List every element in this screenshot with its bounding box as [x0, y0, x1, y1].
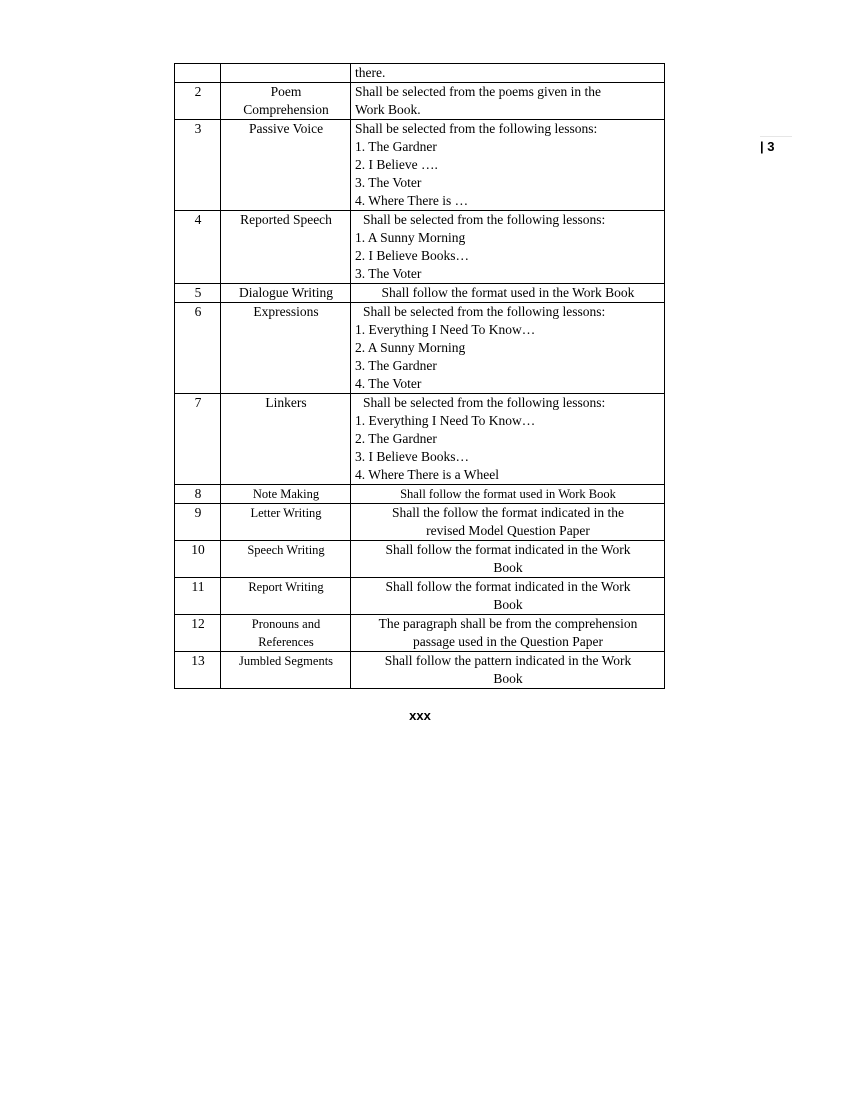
description-line: Shall be selected from the following lessons:: [363, 395, 606, 410]
table-row: [175, 394, 665, 485]
row-description: [351, 83, 665, 120]
row-description: [351, 120, 665, 211]
row-number: [175, 64, 221, 83]
description-line: Shall be selected from the following lessons:: [363, 304, 606, 319]
description-line: Shall be selected from the following lessons:: [363, 212, 606, 227]
table-row: [175, 652, 665, 689]
description-line: Shall follow the format used in the Work Book: [381, 285, 635, 300]
description-line: 1. Everything I Need To Know…: [355, 413, 536, 428]
row-topic: Expressions: [221, 303, 351, 394]
description-line: 3. The Voter: [355, 266, 422, 281]
description-line: 4. Where There is a Wheel: [355, 467, 499, 482]
topic-line: Pronouns and: [251, 617, 321, 631]
topic-line: References: [258, 635, 314, 649]
description-line: Shall follow the format indicated in the Work: [385, 579, 631, 594]
description-line: Book: [493, 671, 523, 686]
row-description: [351, 615, 665, 652]
row-description: [351, 485, 665, 504]
description-line: 3. The Voter: [355, 175, 422, 190]
row-topic: Report Writing: [221, 578, 351, 615]
row-topic: Note Making: [221, 485, 351, 504]
row-topic: Passive Voice: [221, 120, 351, 211]
row-number: 7: [175, 394, 221, 485]
description-line: there.: [355, 65, 386, 80]
row-number: 13: [175, 652, 221, 689]
page-number: | 3: [760, 136, 792, 154]
table-row: [175, 284, 665, 303]
table-row: [175, 485, 665, 504]
description-line: 2. I Believe Books…: [355, 248, 469, 263]
row-topic: Dialogue Writing: [221, 284, 351, 303]
row-number: 3: [175, 120, 221, 211]
description-line: Shall the follow the format indicated in the: [391, 505, 625, 520]
table-row: [175, 615, 665, 652]
row-description: [351, 578, 665, 615]
row-topic: Jumbled Segments: [221, 652, 351, 689]
description-line: The paragraph shall be from the comprehension: [378, 616, 638, 631]
description-line: 2. I Believe ….: [355, 157, 438, 172]
syllabus-table: [174, 63, 665, 689]
table-row: [175, 504, 665, 541]
end-mark: xxx: [409, 708, 431, 723]
row-topic: Letter Writing: [221, 504, 351, 541]
description-line: Shall be selected from the poems given in the: [355, 84, 601, 99]
description-line: Shall be selected from the following lessons:: [355, 121, 598, 136]
row-description: [351, 504, 665, 541]
row-description: [351, 652, 665, 689]
row-description: [351, 211, 665, 284]
table-row: [175, 83, 665, 120]
description-line: Book: [493, 560, 523, 575]
table-row: [175, 578, 665, 615]
topic-line: Poem: [270, 84, 302, 99]
row-number: 2: [175, 83, 221, 120]
table-row: [175, 303, 665, 394]
description-line: 1. Everything I Need To Know…: [355, 322, 536, 337]
row-number: 8: [175, 485, 221, 504]
description-line: 1. The Gardner: [355, 139, 437, 154]
row-description: [351, 303, 665, 394]
table-row: [175, 211, 665, 284]
description-line: 4. The Voter: [355, 376, 422, 391]
table-row: [175, 120, 665, 211]
row-number: 12: [175, 615, 221, 652]
description-line: 2. The Gardner: [355, 431, 437, 446]
row-topic: [221, 83, 351, 120]
description-line: passage used in the Question Paper: [412, 634, 604, 649]
row-number: 9: [175, 504, 221, 541]
description-line: 3. I Believe Books…: [355, 449, 469, 464]
row-number: 11: [175, 578, 221, 615]
description-line: 1. A Sunny Morning: [355, 230, 466, 245]
description-line: 3. The Gardner: [355, 358, 437, 373]
description-line: 4. Where There is …: [355, 193, 469, 208]
table-row: [175, 64, 665, 83]
row-number: 5: [175, 284, 221, 303]
row-topic: [221, 64, 351, 83]
row-number: 4: [175, 211, 221, 284]
row-description: [351, 284, 665, 303]
row-topic: Linkers: [221, 394, 351, 485]
description-line: Shall follow the format indicated in the Work: [385, 542, 631, 557]
description-line: Shall follow the pattern indicated in the Work: [384, 653, 632, 668]
description-line: Shall follow the format used in Work Book: [400, 487, 616, 501]
row-description: [351, 394, 665, 485]
topic-line: Comprehension: [243, 102, 329, 117]
description-line: Work Book.: [355, 102, 421, 117]
row-description: [351, 541, 665, 578]
description-line: Book: [493, 597, 523, 612]
row-number: 10: [175, 541, 221, 578]
table-row: [175, 541, 665, 578]
row-topic: [221, 615, 351, 652]
description-line: 2. A Sunny Morning: [355, 340, 466, 355]
row-topic: Speech Writing: [221, 541, 351, 578]
row-description: [351, 64, 665, 83]
row-topic: Reported Speech: [221, 211, 351, 284]
row-number: 6: [175, 303, 221, 394]
description-line: revised Model Question Paper: [426, 523, 590, 538]
